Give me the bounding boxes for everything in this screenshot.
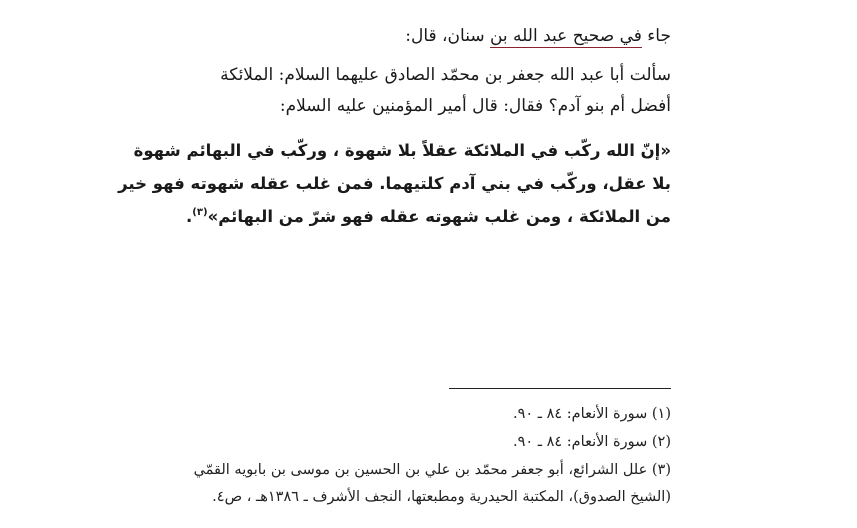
intro-line bbox=[405, 24, 671, 48]
underlined-source: في صحيح عبد الله بن bbox=[489, 26, 642, 46]
question-line-2: أفضل أم بنو آدم؟ فقال: قال أمير المؤمنين عليه السلام: bbox=[279, 96, 671, 116]
footnote-3-line-2: (الشيخ الصدوق)، المكتبة الحيدرية ومطبعتها، النجف الأشرف ـ ١٣٨٦هـ ، ص٤. bbox=[212, 489, 671, 505]
hadith-period: . bbox=[186, 207, 193, 226]
question-line-1: سألت أبا عبد الله جعفر بن محمّد الصادق عليهما السلام: الملائكة bbox=[220, 65, 671, 85]
hadith-line-3-text: من الملائكة ، ومن غلب شهوته عقله فهو شرّ من البهائم» bbox=[207, 207, 671, 226]
hadith-line-3 bbox=[186, 205, 671, 232]
footnote-reference: (٣) bbox=[192, 207, 208, 218]
hadith-line-1: «إنّ الله ركّب في الملائكة عقلاً بلا شهوة ، وركّب في البهائم شهوة bbox=[133, 141, 671, 160]
footnote-separator bbox=[449, 388, 671, 389]
footnote-1: (١) سورة الأنعام: ٨٤ ـ ٩٠. bbox=[512, 406, 671, 422]
intro-text-end: سنان، قال: bbox=[405, 26, 490, 46]
intro-text-start: جاء bbox=[641, 26, 671, 46]
footnote-3-line-1: (٣) علل الشرائع، أبو جعفر محمّد بن علي بن الحسين بن موسى بن بابويه القمّي bbox=[193, 462, 671, 478]
hadith-line-2: بلا عقل، وركّب في بني آدم كلتيهما. فمن غلب عقله شهوته فهو خير bbox=[118, 174, 671, 193]
footnote-2: (٢) سورة الأنعام: ٨٤ ـ ٩٠. bbox=[512, 434, 671, 450]
